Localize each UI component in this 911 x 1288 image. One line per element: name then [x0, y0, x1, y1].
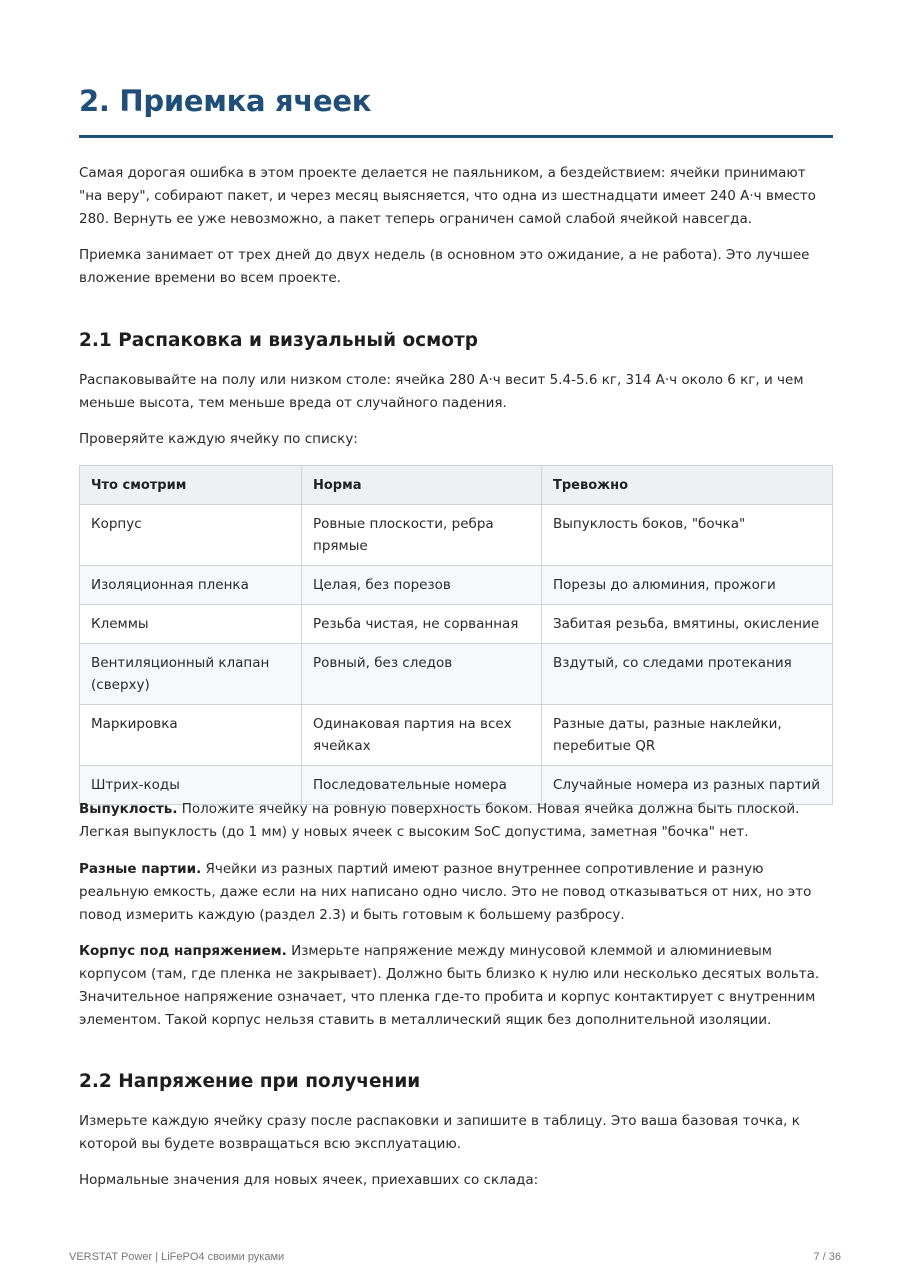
table-cell: Ровные плоскости, ребра прямые: [302, 505, 542, 566]
table-row: [80, 505, 833, 566]
page-number: 7 / 36: [813, 1251, 841, 1263]
intro-paragraph-1: Самая дорогая ошибка в этом проекте делается не паяльником, а бездействием: ячейки принимают "на веру", собирают пакет, и через месяц выясняется, что одна из шестнадцати имеет 240 А·ч вместо 280. Вернуть ее уже невозможно, а пакет теперь ограничен самой слабой ячейкой навсегда.: [79, 165, 816, 227]
note-text: Ячейки из разных партий имеют разное внутреннее сопротивление и разную реальную емкость, даже если на них написано одно число. Это не повод отказываться от них, но это повод измерить каждую (раздел 2.3) и быть готовым к большему разбросу.: [79, 861, 812, 923]
intro-paragraph-2: Приемка занимает от трех дней до двух недель (в основном это ожидание, а не работа). Это лучшее вложение времени во всем проекте.: [79, 247, 810, 286]
column-header: Что смотрим: [80, 466, 302, 505]
section-heading-2-2: 2.2 Напряжение при получении: [79, 1071, 421, 1092]
table-cell: Ровный, без следов: [302, 644, 542, 705]
note-bulge: [79, 798, 833, 844]
table-row: [80, 644, 833, 705]
table-cell: Забитая резьба, вмятины, окисление: [542, 605, 833, 644]
note-label: Выпуклость.: [79, 801, 178, 817]
table-cell: Целая, без порезов: [302, 566, 542, 605]
column-header: Норма: [302, 466, 542, 505]
footer-title: VERSTAT Power | LiFePO4 своими руками: [69, 1251, 285, 1263]
unpack-paragraph: Распаковывайте на полу или низком столе: ячейка 280 А·ч весит 5.4-5.6 кг, 314 А·ч около 6 кг, и чем меньше высота, тем меньше вреда от случайного падения.: [79, 372, 804, 411]
table-cell: Порезы до алюминия, прожоги: [542, 566, 833, 605]
note-batches: [79, 858, 833, 927]
note-text: Положите ячейку на ровную поверхность боком. Новая ячейка должна быть плоской. Легкая выпуклость (до 1 мм) у новых ячеек с высоким SoC допустима, заметная "бочка" нет.: [79, 801, 800, 840]
table-cell: Выпуклость боков, "бочка": [542, 505, 833, 566]
table-cell: Резьба чистая, не сорванная: [302, 605, 542, 644]
note-label: Корпус под напряжением.: [79, 943, 287, 959]
table-row: [80, 605, 833, 644]
section-heading-2-1: 2.1 Распаковка и визуальный осмотр: [79, 330, 478, 351]
note-text: Измерьте напряжение между минусовой клеммой и алюминиевым корпусом (там, где пленка не закрывает). Должно быть близко к нулю или несколько десятых вольта. Значительное напряжение означает, что пленка где-то пробита и корпус контактирует с внутренним элементом. Такой корпус нельзя ставить в металлический ящик без дополнительной изоляции.: [79, 943, 820, 1028]
table-cell: Случайные номера из разных партий: [542, 766, 833, 805]
inspection-table: [79, 465, 833, 805]
table-row: [80, 566, 833, 605]
table-cell: Штрих-коды: [80, 766, 302, 805]
column-header: Тревожно: [542, 466, 833, 505]
table-cell: Разные даты, разные наклейки, перебитые QR: [542, 705, 833, 766]
table-row: [80, 705, 833, 766]
table-cell: Корпус: [80, 505, 302, 566]
table-cell: Вздутый, со следами протекания: [542, 644, 833, 705]
table-cell: Вентиляционный клапан (сверху): [80, 644, 302, 705]
title-divider: [79, 135, 833, 138]
table-cell: Последовательные номера: [302, 766, 542, 805]
note-label: Разные партии.: [79, 861, 202, 877]
checklist-intro: Проверяйте каждую ячейку по списку:: [79, 431, 358, 447]
table-cell: Одинаковая партия на всех ячейках: [302, 705, 542, 766]
table-cell: Клеммы: [80, 605, 302, 644]
table-cell: Маркировка: [80, 705, 302, 766]
table-header-row: [80, 466, 833, 505]
voltage-values-intro: Нормальные значения для новых ячеек, приехавших со склада:: [79, 1172, 539, 1188]
page-title: 2. Приемка ячеек: [79, 84, 372, 118]
note-case-voltage: [79, 940, 833, 1032]
table-cell: Изоляционная пленка: [80, 566, 302, 605]
voltage-paragraph: Измерьте каждую ячейку сразу после распаковки и запишите в таблицу. Это ваша базовая точка, к которой вы будете возвращаться всю эксплуатацию.: [79, 1113, 800, 1152]
